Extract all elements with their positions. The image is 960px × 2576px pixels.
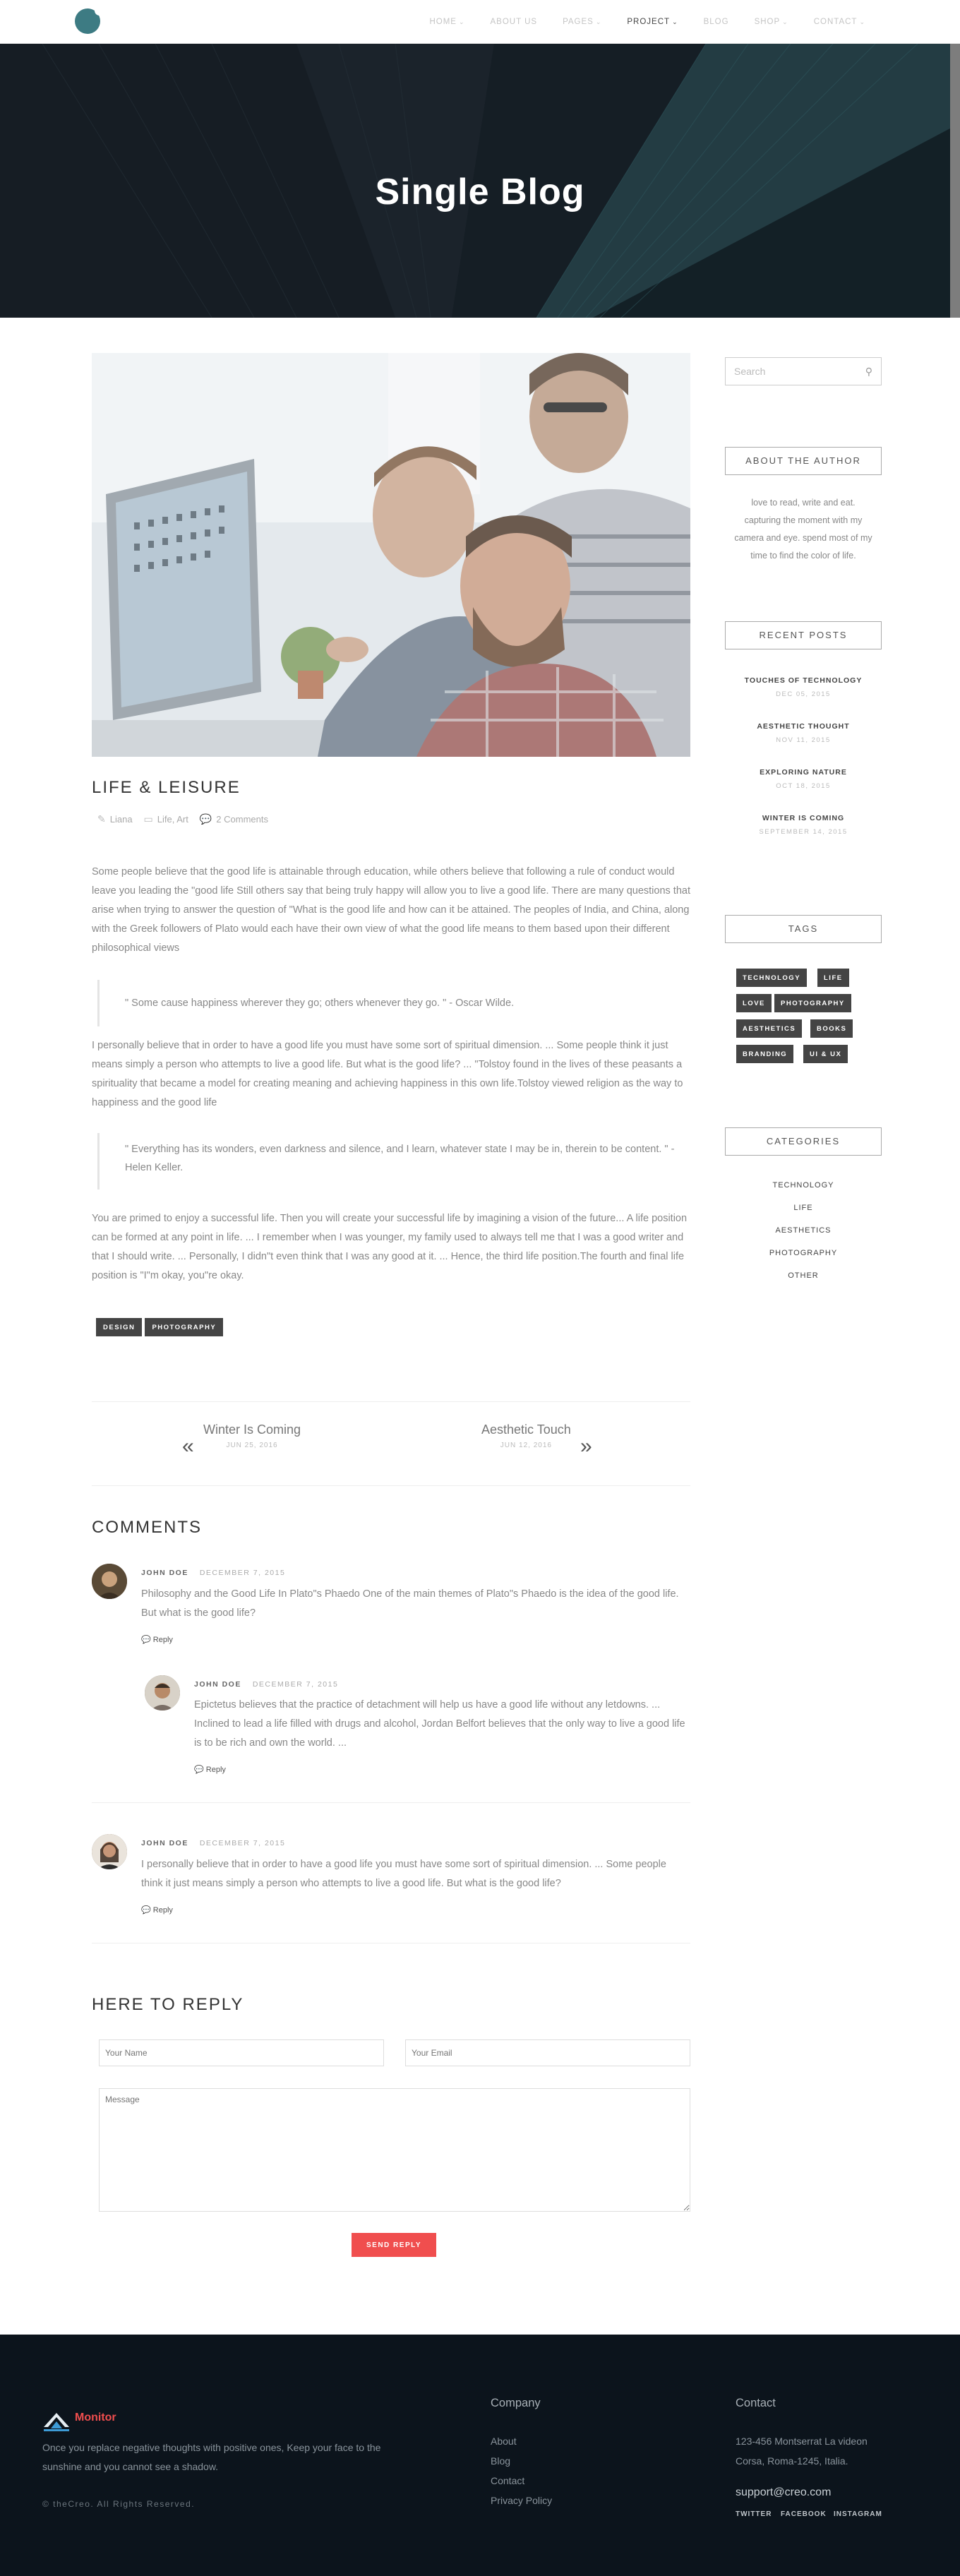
divider <box>92 1802 690 1803</box>
recent-posts-heading: RECENT POSTS <box>725 621 882 649</box>
chevron-down-icon: ⌄ <box>672 18 678 25</box>
comment-icon: 💬 <box>199 813 212 825</box>
tag-photography[interactable]: PHOTOGRAPHY <box>145 1318 223 1336</box>
send-reply-button[interactable]: SEND REPLY <box>352 2233 436 2257</box>
sidebar-tag[interactable]: UI & UX <box>803 1045 848 1063</box>
chevron-down-icon: ⌄ <box>859 18 865 25</box>
comment-date: DECEMBER 7, 2015 <box>252 1680 339 1689</box>
reply-link[interactable]: 💬 Reply <box>194 1766 226 1774</box>
sidebar-tag[interactable]: AESTHETICS <box>736 1019 802 1038</box>
avatar <box>92 1834 127 1869</box>
chevron-double-left-icon[interactable]: « <box>182 1434 194 1458</box>
social-link-facebook[interactable]: FACEBOOK <box>781 2510 827 2518</box>
next-post-link[interactable] <box>481 1422 571 1449</box>
blockquote: " Everything has its wonders, even darkness and silence, and I learn, whatever state I may be in, therein to be content. " - Helen Keller. <box>97 1133 690 1190</box>
page-title: Single Blog <box>375 172 585 212</box>
chevron-double-right-icon[interactable]: » <box>580 1434 592 1458</box>
footer-address-line: 123-456 Montserrat La videon <box>736 2436 868 2447</box>
menu-item-project[interactable]: PROJECT ⌄ <box>627 18 678 26</box>
category-item[interactable]: TECHNOLOGY <box>772 1181 834 1190</box>
recent-post-item[interactable]: WINTER IS COMING SEPTEMBER 14, 2015 <box>725 814 882 836</box>
tags-heading: TAGS <box>725 915 882 943</box>
folder-icon: ▭ <box>143 813 153 825</box>
footer-link-about[interactable]: About <box>491 2436 517 2447</box>
comment-text: Epictetus believes that the practice of detachment will help us have a good life without any letdowns. ... Inclined to lead a life filled with drugs and alcohol, Jordan Belfort believes that the only way to live a good life is to be rich and own the world. ... <box>194 1699 685 1749</box>
blockquote: " Some cause happiness wherever they go; others whenever they go. " - Oscar Wilde. <box>97 980 690 1026</box>
reply-form-heading: HERE TO REPLY <box>92 1995 244 2014</box>
email-input[interactable] <box>405 2039 690 2066</box>
footer-email[interactable]: support@creo.com <box>736 2486 832 2498</box>
prev-post-title: Winter Is Coming <box>203 1422 301 1437</box>
comment-author: JOHN DOE DECEMBER 7, 2015 <box>141 1569 286 1577</box>
prev-post-date: JUN 25, 2016 <box>226 1442 278 1449</box>
tag-design[interactable]: DESIGN <box>96 1318 142 1336</box>
footer-link-contact[interactable]: Contact <box>491 2475 525 2486</box>
recent-post-date: NOV 11, 2015 <box>776 736 831 744</box>
site-logo[interactable] <box>75 8 100 34</box>
copyright: © theCreo. All Rights Reserved. <box>42 2499 196 2509</box>
message-textarea[interactable] <box>99 2088 690 2212</box>
main-menu <box>416 0 878 44</box>
recent-post-date: OCT 18, 2015 <box>776 782 831 790</box>
sidebar-tag[interactable]: TECHNOLOGY <box>736 969 807 987</box>
recent-post-item[interactable]: TOUCHES OF TECHNOLOGY DEC 05, 2015 <box>725 676 882 698</box>
about-heading: ABOUT THE AUTHOR <box>725 447 882 475</box>
footer-contact-heading: Contact <box>736 2397 776 2409</box>
hero-banner <box>0 44 960 318</box>
footer-address-line: Corsa, Roma-1245, Italia. <box>736 2455 848 2467</box>
footer-text: Once you replace negative thoughts with positive ones, Keep your face to the sunshine and you cannot see a shadow. <box>42 2442 381 2472</box>
menu-item-contact[interactable]: CONTACT ⌄ <box>813 18 865 26</box>
chevron-down-icon: ⌄ <box>782 18 788 25</box>
divider <box>92 1485 690 1486</box>
category-item[interactable]: OTHER <box>788 1271 819 1280</box>
category-item[interactable]: LIFE <box>793 1204 813 1212</box>
post-paragraph: You are primed to enjoy a successful life. Then you will create your successful life by imagining a vision of the future... A life position can be formed at any point in life. ... I remember when I was younger, my family used to always tell me that I was a good writer and that I should write. ... Personally, I didn"t even think that I was any good at it. ... Hence, the third life position.The fourth and final life position is "I"m okay, you"re okay. <box>92 1213 688 1281</box>
comment-author: JOHN DOE DECEMBER 7, 2015 <box>141 1839 286 1847</box>
sidebar-tag[interactable]: BOOKS <box>810 1019 853 1038</box>
footer-company-heading: Company <box>491 2397 541 2409</box>
next-post-date: JUN 12, 2016 <box>500 1442 552 1449</box>
chevron-down-icon: ⌄ <box>458 18 465 25</box>
divider <box>92 1401 690 1402</box>
menu-item-pages[interactable]: PAGES ⌄ <box>563 18 602 26</box>
comment-text: Philosophy and the Good Life In Plato"s Phaedo One of the main themes of Plato"s Phaedo is the idea of the good life. But what is the good life? <box>141 1588 679 1619</box>
search-icon[interactable]: ⚲ <box>865 366 872 377</box>
pencil-icon: ✎ <box>97 813 106 825</box>
search-placeholder: Search <box>734 366 766 377</box>
search-input[interactable] <box>725 357 882 385</box>
menu-item-home[interactable]: HOME ⌄ <box>429 18 465 26</box>
sidebar-tag[interactable]: PHOTOGRAPHY <box>774 994 851 1012</box>
menu-item-shop[interactable]: SHOP ⌄ <box>754 18 788 26</box>
chevron-down-icon: ⌄ <box>595 18 602 25</box>
categories-heading: CATEGORIES <box>725 1127 882 1156</box>
reply-icon: 💬 <box>141 1906 151 1915</box>
top-navbar <box>0 0 960 44</box>
comment-author: JOHN DOE DECEMBER 7, 2015 <box>194 1680 339 1689</box>
footer-link-blog[interactable]: Blog <box>491 2455 511 2467</box>
social-link-twitter[interactable]: TWITTER <box>736 2510 772 2518</box>
category-item[interactable]: PHOTOGRAPHY <box>769 1249 838 1257</box>
name-input[interactable] <box>99 2039 384 2066</box>
sidebar-tag[interactable]: LIFE <box>817 969 849 987</box>
menu-item-blog[interactable]: BLOG <box>703 18 729 26</box>
recent-post-item[interactable]: EXPLORING NATURE OCT 18, 2015 <box>725 768 882 790</box>
reply-icon: 💬 <box>141 1636 151 1644</box>
footer-link-privacy[interactable]: Privacy Policy <box>491 2495 553 2506</box>
reply-icon: 💬 <box>194 1766 204 1774</box>
post-categories[interactable]: Life, Art <box>157 814 188 825</box>
monitor-logo-icon[interactable] <box>41 2407 72 2436</box>
recent-post-item[interactable]: AESTHETIC THOUGHT NOV 11, 2015 <box>725 722 882 744</box>
social-link-instagram[interactable]: INSTAGRAM <box>834 2510 882 2518</box>
category-item[interactable]: AESTHETICS <box>775 1226 832 1235</box>
recent-post-date: SEPTEMBER 14, 2015 <box>759 828 848 836</box>
reply-link[interactable]: 💬 Reply <box>141 1636 173 1644</box>
comment-date: DECEMBER 7, 2015 <box>199 1569 286 1577</box>
comment-date: DECEMBER 7, 2015 <box>199 1839 286 1847</box>
avatar <box>145 1675 180 1711</box>
about-text: love to read, write and eat. capturing the moment with my camera and eye. spend most of my time to find the color of life. <box>734 498 872 561</box>
next-post-title: Aesthetic Touch <box>481 1422 571 1437</box>
post-paragraph: I personally believe that in order to have a good life you must have some sort of spiritual dimension. ... Some people think it just means simply a person who attempts to live a good life. But what is the good life? ... "Tolstoy found in the lives of these peasants a spirituality that became a model for creating meaning and achieving happiness in this own life.Tolstoy viewed religion as the way to happiness and the good life <box>92 1040 683 1108</box>
recent-post-date: DEC 05, 2015 <box>776 690 831 698</box>
sidebar-tag[interactable]: LOVE <box>736 994 772 1012</box>
reply-link[interactable]: 💬 Reply <box>141 1906 173 1915</box>
post-tags <box>96 1318 223 1336</box>
comment-text: I personally believe that in order to have a good life you must have some sort of spiritual dimension. ... Some people think it just means simply a person who attempts to live a good life. But what is the good life? <box>141 1859 666 1889</box>
featured-image <box>92 353 690 757</box>
post-author[interactable]: Liana <box>109 814 133 825</box>
post-comment-count[interactable]: 2 Comments <box>216 814 268 825</box>
menu-item-about[interactable]: ABOUT US <box>490 18 538 26</box>
sidebar-tag[interactable]: BRANDING <box>736 1045 793 1063</box>
footer-brand[interactable]: Monitor <box>75 2412 116 2424</box>
post-meta <box>97 813 268 825</box>
post-title: LIFE & LEISURE <box>92 778 241 797</box>
post-paragraph: Some people believe that the good life is attainable through education, while others believe that following a rule of conduct would leave you leading the "good life Still others say that being truly happy will allow you to live a good life. There are many questions that arise when trying to answer the question of "What is the good life and how can it be attained. The peoples of India, and China, along with the Greek followers of Plato would each have their own view of what the good life means to them based upon their different philosophical views <box>92 866 690 954</box>
comments-heading: COMMENTS <box>92 1518 202 1537</box>
prev-post-link[interactable] <box>203 1422 301 1449</box>
avatar <box>92 1564 127 1599</box>
